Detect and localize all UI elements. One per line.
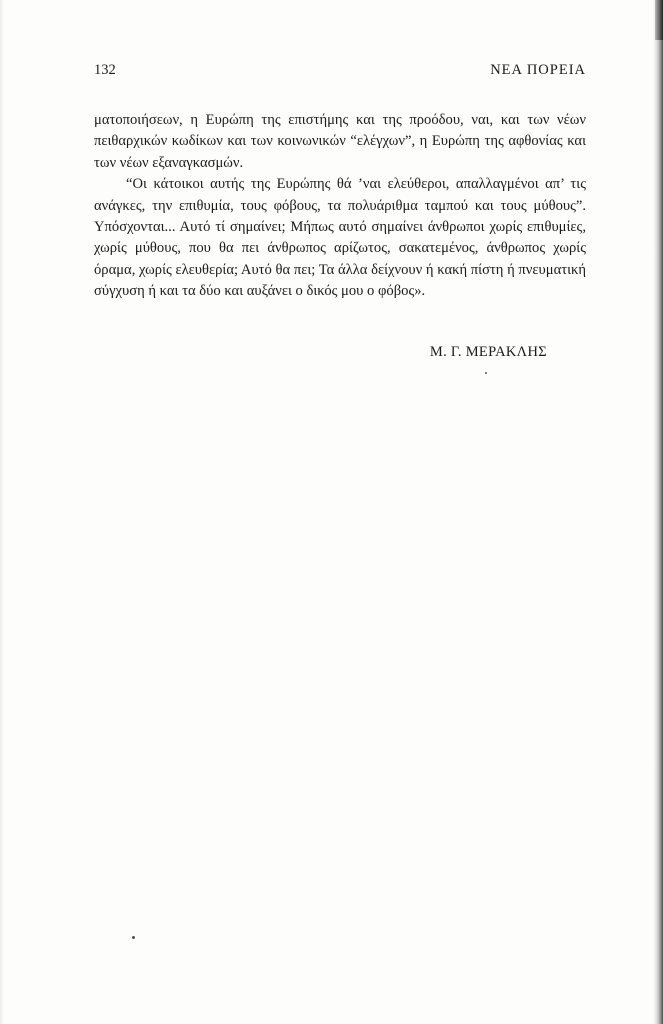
paragraph-quote: “Οι κάτοικοι αυτής της Ευρώπης θά ’ναι ελεύθεροι, απαλλαγμένοι απ’ τις ανάγκες, την επιθυμία, τους φόβους, τα πολυάριθμα ταμπού και τους μύθους”. Υπόσχονται... Αυτό τί σημαίνει; Μήπως αυτό σημαίνει άνθρωποι χωρίς επιθυμίες, χωρίς μύθους, που θα πει άνθρωπος αρίζωτος, σακατεμένος, άνθρωπος χωρίς όραμα, χωρίς ελευθερία; Αυτό θα πει; Τα άλλα δείχνουν ή κακή πίστη ή πνευματική σύγχυση ή και τα δύο και αυξάνει ο δικός μου ο φόβος». [94, 176, 586, 300]
author-signature: Μ. Γ. ΜΕΡΑΚΛΗΣ [429, 344, 547, 360]
print-speck [132, 936, 135, 939]
running-title: ΝΕΑ ΠΟΡΕΙΑ [490, 62, 586, 78]
body-text [94, 110, 586, 303]
page-header [94, 62, 586, 82]
page-left-edge-shadow [0, 0, 4, 1024]
page-number: 132 [94, 62, 116, 78]
page-corner-shadow [655, 0, 663, 40]
page-right-edge-shadow [653, 0, 663, 1024]
print-speck [485, 372, 487, 374]
paragraph-continuation: ματοποιήσεων, η Ευρώπη της επιστήμης και της προόδου, ναι, και των νέων πειθαρχικών κωδίκων και των κοινωνικών “ελέγχων”, η Ευρώπη της αφθονίας και των νέων εξαναγκασμών. [94, 112, 586, 171]
